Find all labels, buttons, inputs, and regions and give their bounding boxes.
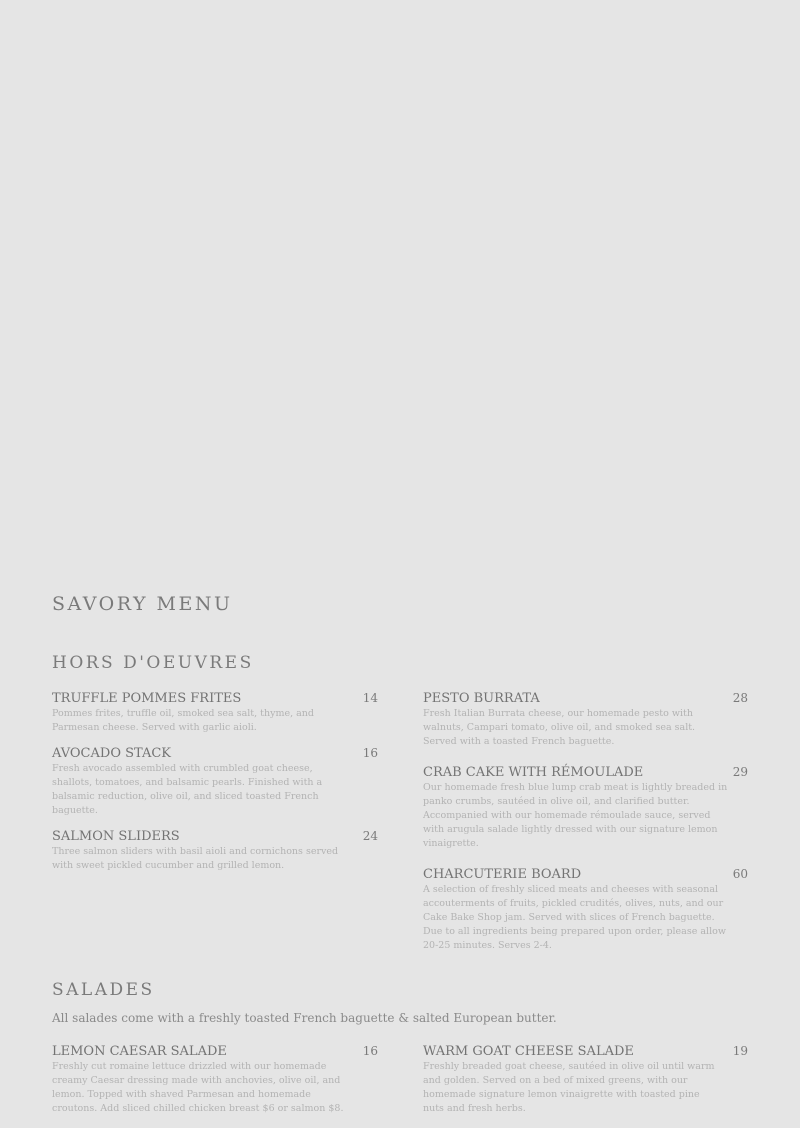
menu-item bbox=[423, 764, 748, 851]
menu-item-description: Fresh avocado assembled with crumbled goat cheese, shallots, tomatoes, and balsamic pearls. Finished with a balsamic reduction, olive oil, and sliced toasted French baguette. bbox=[52, 763, 323, 816]
section-title-hors-doeuvres: HORS D'OEUVRES bbox=[52, 653, 254, 673]
menu-item-name: CRAB CAKE WITH RÉMOULADE bbox=[423, 765, 644, 780]
menu-item-description: A selection of freshly sliced meats and cheeses with seasonal accouterments of fruits, pickled crudités, olives, nuts, and our Cake Bake Shop jam. Served with slices of French baguette. Due to all ingredients being prepared upon order, please allow 20-25 minutes. Serves 2-4. bbox=[423, 884, 726, 951]
menu-item bbox=[52, 745, 378, 818]
menu-item-description: Pommes frites, truffle oil, smoked sea salt, thyme, and Parmesan cheese. Served with garlic aioli. bbox=[52, 708, 314, 733]
salades-right-column bbox=[423, 1043, 748, 1116]
menu-item-description: Three salmon sliders with basil aioli and cornichons served with sweet pickled cucumber and grilled lemon. bbox=[52, 846, 339, 871]
menu-item-description: Our homemade fresh blue lump crab meat is lightly breaded in panko crumbs, sautéed in olive oil, and clarified butter. Accompanied with our homemade rémoulade sauce, served with arugula salade lightly dressed with our signature lemon vinaigrette. bbox=[423, 782, 728, 849]
menu-item bbox=[423, 866, 748, 953]
menu-item-name: CHARCUTERIE BOARD bbox=[423, 867, 582, 882]
section-title-salades: SALADES bbox=[52, 980, 155, 1000]
menu-item-name: LEMON CAESAR SALADE bbox=[52, 1044, 227, 1059]
menu-item bbox=[423, 1043, 748, 1116]
menu-item-price: 14 bbox=[362, 691, 378, 705]
menu-item-price: 19 bbox=[732, 1044, 748, 1058]
hors-doeuvres-right-column bbox=[423, 690, 748, 953]
menu-item-price: 28 bbox=[732, 691, 748, 705]
menu-item bbox=[52, 690, 378, 735]
menu-item bbox=[52, 828, 378, 873]
page-title: SAVORY MENU bbox=[52, 593, 233, 615]
salades-note: All salades come with a freshly toasted French baguette & salted European butter. bbox=[52, 1011, 557, 1025]
menu-item-name: SALMON SLIDERS bbox=[52, 829, 180, 844]
menu-item bbox=[423, 690, 748, 749]
menu-item-description: Freshly breaded goat cheese, sautéed in olive oil until warm and golden. Served on a bed of mixed greens, with our homemade signature lemon vinaigrette with toasted pine nuts and fresh herbs. bbox=[423, 1061, 715, 1114]
menu-item-name: PESTO BURRATA bbox=[423, 691, 540, 706]
salades-left-column bbox=[52, 1043, 378, 1116]
menu-item-price: 16 bbox=[362, 746, 378, 760]
menu-item-name: AVOCADO STACK bbox=[52, 746, 172, 761]
menu-item-price: 24 bbox=[362, 829, 378, 843]
menu-item-description: Freshly cut romaine lettuce drizzled with our homemade creamy Caesar dressing made with anchovies, olive oil, and lemon. Topped with shaved Parmesan and homemade croutons. Add sliced chilled chicken breast $6 or salmon $8. bbox=[52, 1061, 344, 1114]
menu-item-price: 60 bbox=[732, 867, 748, 881]
menu-item-price: 29 bbox=[732, 765, 748, 779]
menu-item-description: Fresh Italian Burrata cheese, our homemade pesto with walnuts, Campari tomato, olive oil, and smoked sea salt. Served with a toasted French baguette. bbox=[423, 708, 696, 747]
menu-item-name: TRUFFLE POMMES FRITES bbox=[52, 691, 242, 706]
menu-item-name: WARM GOAT CHEESE SALADE bbox=[423, 1044, 634, 1059]
menu-item bbox=[52, 1043, 378, 1116]
hors-doeuvres-left-column bbox=[52, 690, 378, 873]
menu-item-price: 16 bbox=[362, 1044, 378, 1058]
